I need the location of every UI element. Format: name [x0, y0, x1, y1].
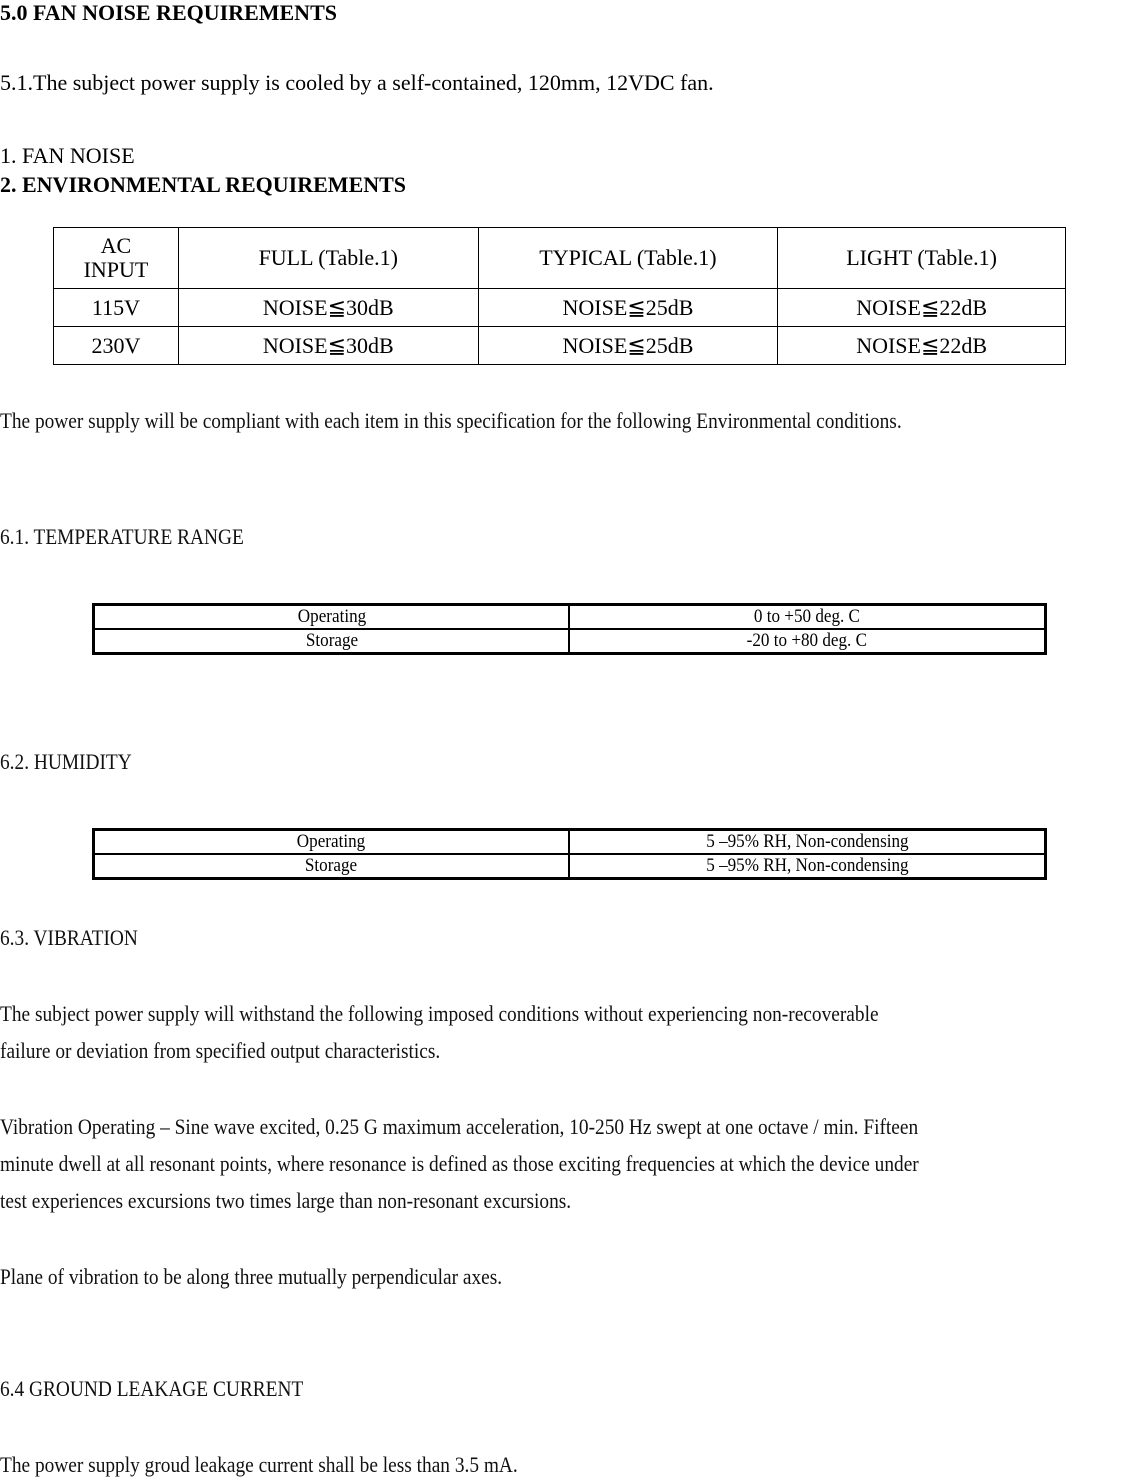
header-ac-input: AC INPUT — [54, 228, 179, 289]
table-cell: NOISE≦25dB — [478, 289, 778, 327]
table-cell: 230V — [54, 327, 179, 365]
list-item-fan-noise: 1. FAN NOISE — [0, 143, 135, 168]
table-cell: 5 –95% RH, Non-condensing — [569, 854, 1046, 879]
table-row — [94, 854, 1046, 879]
vibration-para2-line3: test experiences excursions two times large than non-resonant excursions. — [0, 1188, 572, 1213]
list-item-environmental: 2. ENVIRONMENTAL REQUIREMENTS — [0, 172, 407, 197]
table-cell: NOISE≦22dB — [778, 289, 1066, 327]
section-title-fan-noise: 5.0 FAN NOISE REQUIREMENTS — [0, 0, 337, 25]
leakage-text: The power supply groud leakage current shall be less than 3.5 mA. — [0, 1452, 518, 1477]
noise-table — [53, 227, 1066, 365]
table-cell: NOISE≦22dB — [778, 327, 1066, 365]
vibration-para2-line1: Vibration Operating – Sine wave excited, 0.25 G maximum acceleration, 10-250 Hz swept at one octave / min. Fifteen — [0, 1114, 919, 1139]
table-cell: Storage — [94, 854, 569, 879]
table-row — [94, 830, 1046, 855]
fan-description: 5.1.The subject power supply is cooled by a self-contained, 120mm, 12VDC fan. — [0, 70, 714, 95]
vibration-para1-line2: failure or deviation from specified output characteristics. — [0, 1038, 441, 1063]
table-row — [54, 327, 1066, 365]
vibration-para1-line1: The subject power supply will withstand the following imposed conditions without experiencing non-recoverable — [0, 1001, 879, 1026]
vibration-para2-line2: minute dwell at all resonant points, where resonance is defined as those exciting frequencies at which the device under — [0, 1151, 919, 1176]
leakage-title: 6.4 GROUND LEAKAGE CURRENT — [0, 1376, 304, 1401]
table-cell: NOISE≦25dB — [478, 327, 778, 365]
header-full: FULL (Table.1) — [178, 228, 478, 289]
table-cell: 115V — [54, 289, 179, 327]
temperature-title: 6.1. TEMPERATURE RANGE — [0, 524, 244, 549]
table-row — [54, 289, 1066, 327]
vibration-title: 6.3. VIBRATION — [0, 925, 138, 950]
environmental-intro: The power supply will be compliant with each item in this specification for the following Environmental conditions. — [0, 408, 902, 433]
temperature-table — [92, 603, 1047, 655]
table-cell: Operating — [94, 605, 570, 630]
table-row — [94, 629, 1046, 654]
table-cell: 5 –95% RH, Non-condensing — [569, 830, 1046, 855]
vibration-para3: Plane of vibration to be along three mutually perpendicular axes. — [0, 1264, 503, 1289]
table-cell: NOISE≦30dB — [178, 327, 478, 365]
table-cell: Storage — [94, 629, 570, 654]
table-cell: 0 to +50 deg. C — [569, 605, 1045, 630]
header-typical: TYPICAL (Table.1) — [478, 228, 778, 289]
humidity-title: 6.2. HUMIDITY — [0, 749, 132, 774]
humidity-table — [92, 828, 1047, 880]
table-cell: Operating — [94, 830, 569, 855]
table-cell: -20 to +80 deg. C — [569, 629, 1045, 654]
table-row — [94, 605, 1046, 630]
noise-table-header — [54, 228, 1066, 289]
table-cell: NOISE≦30dB — [178, 289, 478, 327]
header-light: LIGHT (Table.1) — [778, 228, 1066, 289]
